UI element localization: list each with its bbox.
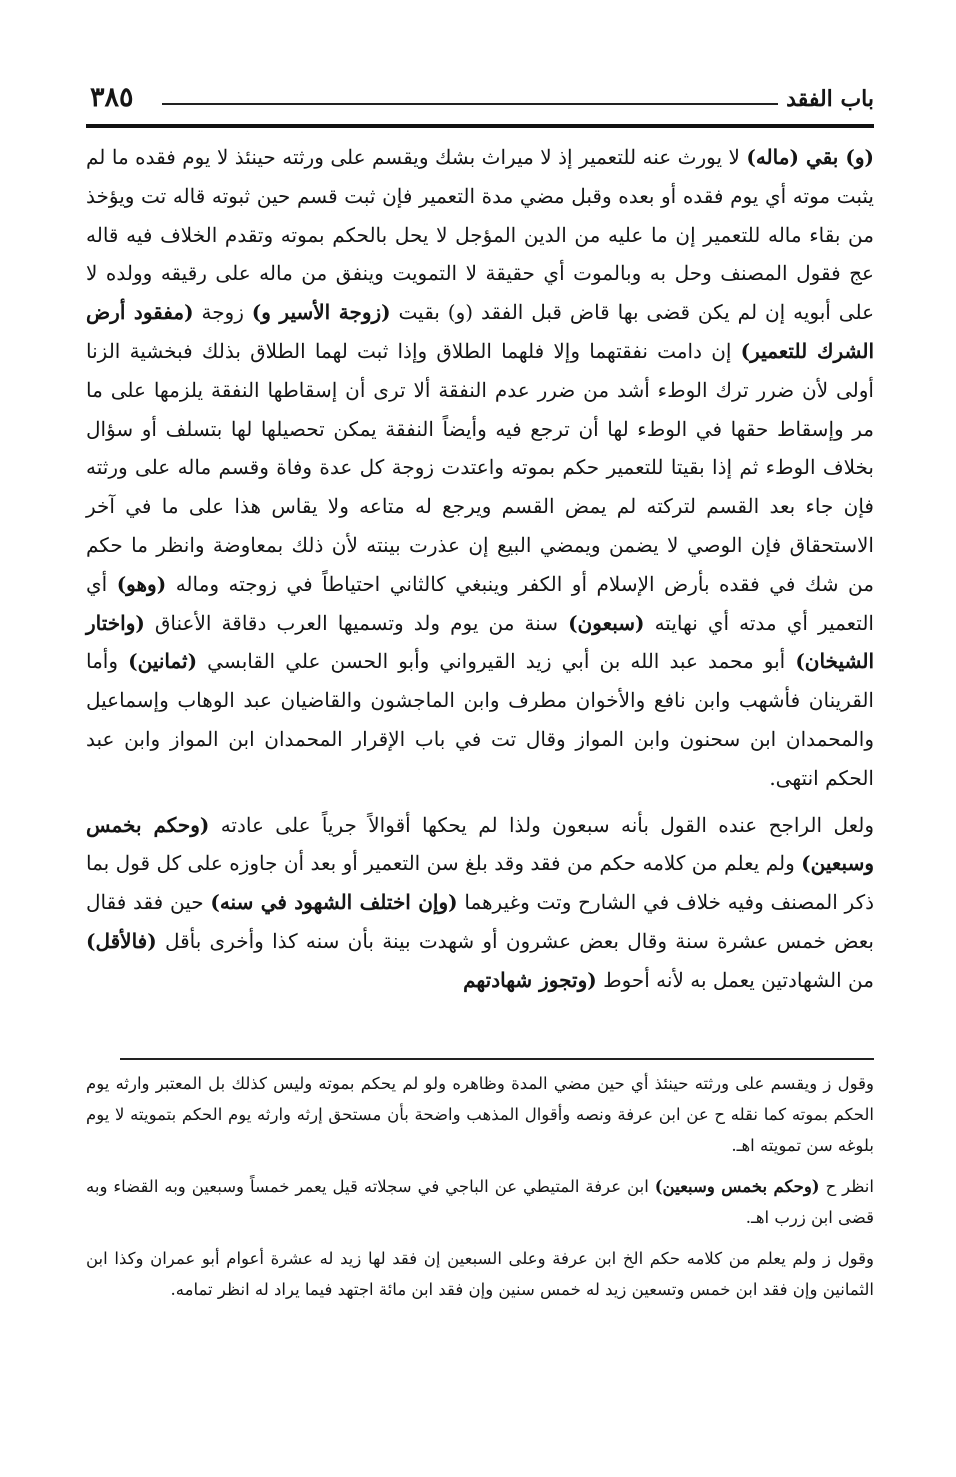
text-segment: ابن عرفة المتيطي عن الباجي في سجلاته قيل يعمر خمساً وسبعين وبه القضاء وبه قضى ابن زرب اهـ. (86, 1177, 874, 1227)
text-segment: من الشهادتين يعمل به لأنه أحوط (596, 967, 874, 992)
header-rule (162, 103, 778, 105)
bold-text-segment: (زوجة الأسير و) (251, 300, 391, 325)
footnote-divider (120, 1058, 874, 1060)
text-segment: وقول ز ويقسم على ورثته حينئذ أي حين مضي المدة وظاهره ولو لم يحكم بموته وليس كذلك بل المعتبر وارثه يوم الحكم بموته كما نقله ح عن ابن عرفة ونصه وأقوال المذهب واضحة بأن مستحق إرثه وارثه يوم الحكم بتمويته لا يوم بلوغه سن تمويته اهـ. (86, 1074, 874, 1155)
page-header (86, 84, 874, 120)
main-paragraph (86, 138, 874, 798)
header-divider (86, 124, 874, 128)
bold-text-segment: (ماله) (746, 145, 799, 169)
footnote (86, 1243, 874, 1305)
text-segment: انظر ح (819, 1177, 874, 1196)
bold-text-segment: (وحكم بخمس وسبعين) (654, 1177, 820, 1196)
text-segment: زوجة (193, 300, 252, 325)
bold-text-segment: (وتجوز شهادتهم (463, 967, 597, 992)
text-segment: وقول ز ولم يعلم من كلامه حكم الخ ابن عرفة وعلى السبعين إن فقد لها زيد له عشرة أعوام أبو عمران وكذا ابن الثمانين وإن فقد ابن خمس وتسعين زيد له خمس سنين وإن فقد ابن مائة اجتهد فيما يراد له انظر تمامه. (86, 1249, 874, 1299)
bold-text-segment: (ثمانين) (128, 649, 198, 674)
text-segment: إن دامت نفقتهما وإلا فلهما الطلاق وإذا ثبت لهما الطلاق بذلك فبخشية الزنا أولى لأن ضرر ترك الوطء أشد من ضرر عدم النفقة ألا ترى أن إسقاطها النفقة يلزمها على ما مر وإسقاط حقها في الوطء لها أن ترجع فيه وأيضاً النفقة يمكن تحصيلها لها بتسلف أو سؤال بخلاف الوطء ثم إذا بقيتا للتعمير حكم بموته واعتدت زوجة كل عدة وفاة وقسم ماله على ورثته فإن جاء بعد القسم لتركته لم يمض القسم ويرجع له متاعه ولا يقاس هذا على ما في آخر الاستحقاق فإن الوصي لا يضمن ويمضي البيع إن عذرت بينته لأن ذلك بمعاوضة وانظر ما حكم من شك في فقده بأرض الإسلام أو الكفر وينبغي كالثاني احتياطاً في زوجته وماله (86, 338, 874, 596)
bold-text-segment: (سبعون) (568, 610, 645, 635)
footnote (86, 1068, 874, 1161)
text-segment: ولعل الراجح عنده القول بأنه سبعون ولذا لم يحكها أقوالاً جرياً على عادته (209, 812, 874, 837)
bold-text-segment: (وحكم بخمس وسبعين) (86, 812, 874, 876)
page-number: ٣٨٥ (90, 82, 134, 113)
text-segment: وأما القرينان فأشهب وابن نافع والأخوان مطرف وابن الماجشون والقاضيان عبد الوهاب وإسماعيل والمحمدان ابن سحنون وابن المواز وقال تت في باب الإقرار المحمدان ابن المواز وابن عبد الحكم انتهى. (86, 649, 874, 790)
running-title: باب الفقد (786, 86, 874, 112)
main-text (86, 138, 874, 1000)
bold-text-segment: (فالأقل) (86, 928, 157, 953)
bold-text-segment: (وإن اختلف الشهود في سنه) (210, 890, 458, 915)
bold-text-segment: (و) بقي (798, 145, 874, 169)
footnotes (86, 1068, 874, 1305)
text-segment: حين فقد فقال بعض خمس عشرة سنة وقال بعض عشرون أو شهدت بينة بأن سنه كذا وأخرى بأقل (86, 890, 874, 953)
text-segment: أي التعمير أي مدته أي نهايته (86, 571, 874, 635)
bold-text-segment: (وهو) (116, 571, 167, 596)
text-segment: أبو محمد عبد الله بن أبي زيد القيرواني وأبو الحسن علي القابسي (197, 649, 796, 674)
footnote (86, 1171, 874, 1233)
main-paragraph (86, 806, 874, 1000)
bold-text-segment: (واختار الشيخان) (86, 610, 874, 674)
text-segment: ولم يعلم من كلامه حكم من فقد وقد بلغ سن التعمير أو بعد أن جاوزه على كل قول بما ذكر المصنف وفيه خلاف في الشارح وتت وغيرهما (86, 851, 874, 915)
bold-text-segment: (مفقود أرض الشرك للتعمير) (86, 300, 875, 363)
text-segment: لا يورث عنه للتعمير إذ لا ميراث بشك ويقسم على ورثته حينئذ لا يوم فقده ما لم يثبت موته أي يوم فقده أو بعده وقبل مضي مدة التعمير فإن ثبت قسم حين ثبوته قاله تت ويؤخذ من بقاء ماله للتعمير إن ما عليه من الدين المؤجل لا يحل بالحكم بموته وتقدم الخلاف فيه قاله عج فقول المصنف وحل به وبالموت أي حقيقة لا التمويت وينفق من ماله على رقيقه وولده لا على أبويه إن لم يكن قضى بها قاض قبل الفقد (و) بقيت (86, 145, 875, 325)
text-segment: سنة من يوم ولد وتسميها العرب دقاقة الأعناق (144, 610, 569, 635)
